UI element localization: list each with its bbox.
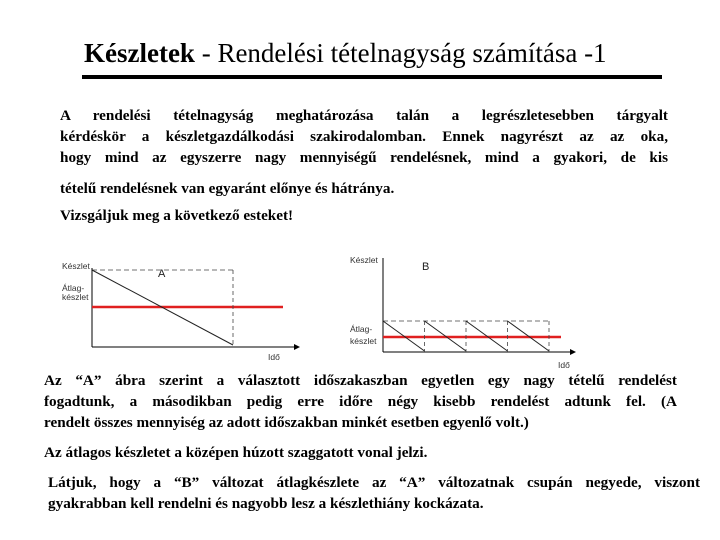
comparison-paragraph xyxy=(44,370,677,433)
figure-a-ylabel: Készlet xyxy=(62,261,90,271)
figure-b xyxy=(344,248,590,370)
figure-a-x-arrow xyxy=(294,344,300,350)
examine-text: Vizsgáljuk meg a következő esteket! xyxy=(60,207,294,224)
comparison-last-line: rendelt összes mennyiség az adott időszakban minkét esetben egyenlő volt.) xyxy=(44,414,529,431)
conclusion-last-line: gyakrabban kell rendelni és nagyobb lesz a készlethiány kockázata. xyxy=(48,495,484,512)
intro-line: hogy mind az egyszerre nagy mennyiségű rendelésnek, mind a gyakori, de kis xyxy=(60,149,668,166)
title-divider xyxy=(82,75,662,79)
figure-b-xlabel: Idő xyxy=(558,360,570,370)
intro-paragraph xyxy=(60,105,668,168)
conclusion-paragraph xyxy=(48,472,700,514)
average-note: Az átlagos készletet a középen húzott szaggatott vonal jelzi. xyxy=(44,444,428,461)
page-title xyxy=(84,38,607,69)
comparison-line: fogadtunk, a másodikban pedig erre időre négy kisebb rendelést adtunk fel. (A xyxy=(44,393,677,410)
figure-b-avg-label-1: Átlag- xyxy=(350,324,373,334)
figure-a-xlabel: Idő xyxy=(268,352,280,362)
title-bold: Készletek xyxy=(84,38,195,68)
intro-last-line: tételű rendelésnek van egyaránt előnye és hátránya. xyxy=(60,180,395,197)
figure-a-label: A xyxy=(158,268,166,280)
title-rest: - Rendelési tételnagyság számítása -1 xyxy=(194,38,607,68)
intro-line: kérdéskör a készletgazdálkodási szakirodalomban. Ennek nagyrészt az az oka, xyxy=(60,128,668,145)
conclusion-line: Látjuk, hogy a “B” változat átlagkészlete az “A” változatnak csupán negyede, viszont xyxy=(48,474,700,491)
figure-b-label: B xyxy=(422,261,430,273)
comparison-line: Az “A” ábra szerint a választott időszakaszban egyetlen egy nagy tételű rendelést xyxy=(44,372,677,389)
figure-b-ylabel: Készlet xyxy=(350,255,378,265)
figure-b-x-arrow xyxy=(570,349,576,355)
figure-a-avg-label-1: Átlag- xyxy=(62,283,85,293)
figure-a-avg-label-2: készlet xyxy=(62,292,89,302)
intro-line: A rendelési tételnagyság meghatározása talán a legrészletesebben tárgyalt xyxy=(60,107,668,124)
figure-a xyxy=(58,248,304,368)
figure-b-avg-label-2: készlet xyxy=(350,336,377,346)
